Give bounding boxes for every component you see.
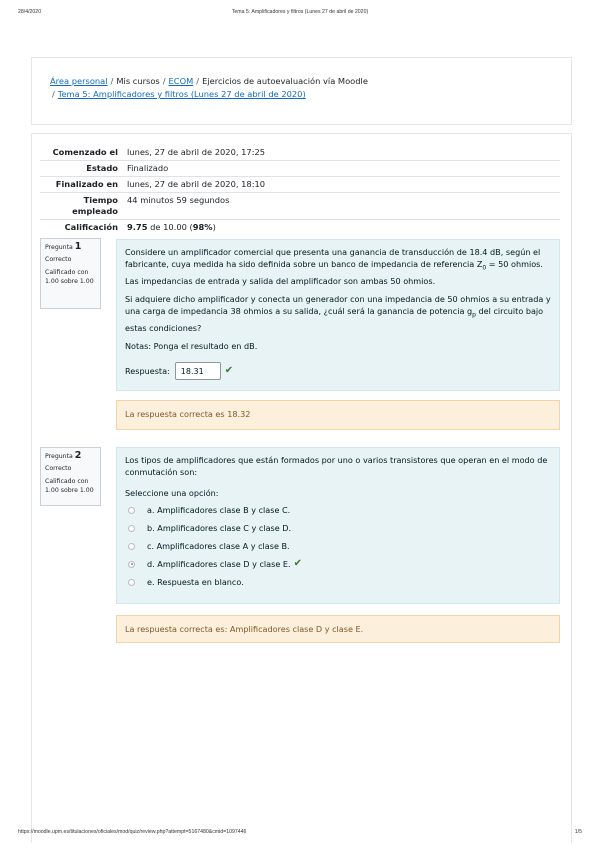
summary-row-started: [40, 145, 560, 160]
option-label: e. Respuesta en blanco.: [147, 577, 244, 588]
option-label: b. Amplificadores clase C y clase D.: [147, 523, 292, 534]
summary-row-state: [40, 160, 560, 176]
feedback-2: [116, 615, 560, 643]
print-header: [0, 9, 600, 19]
feedback-1: [116, 400, 560, 430]
question-state: Correcto: [45, 255, 72, 263]
grade-rest: de 10.00 (: [150, 222, 193, 232]
radio-button[interactable]: [128, 543, 135, 550]
radio-button[interactable]: [128, 579, 135, 586]
option-d[interactable]: [125, 555, 551, 573]
correct-check-icon: ✔: [293, 558, 302, 570]
question-state: Correcto: [45, 464, 72, 472]
summary-value: 44 minutos 59 segundos: [127, 195, 230, 205]
breadcrumb-tema5[interactable]: Tema 5: Amplificadores y filtros (Lunes 27 de abril de 2020): [57, 89, 306, 99]
print-footer: [0, 829, 600, 839]
question-number: 2: [74, 450, 82, 461]
print-date: 28/4/2020: [18, 9, 42, 15]
question-content-2: [116, 447, 560, 604]
summary-value: lunes, 27 de abril de 2020, 18:10: [127, 179, 266, 189]
summary-row-finished: [40, 176, 560, 192]
option-label: a. Amplificadores clase B y clase C.: [147, 505, 291, 516]
attempt-summary-table: [40, 145, 560, 235]
option-b[interactable]: [125, 519, 551, 537]
question-info-2: [40, 447, 101, 506]
option-label: d. Amplificadores clase D y clase E.: [147, 559, 291, 570]
summary-label: Estado: [86, 163, 118, 173]
question-prefix: Pregunta: [45, 453, 73, 460]
question-grade: Calificado con 1.00 sobre 1.00: [45, 478, 94, 494]
summary-row-time: [40, 192, 560, 219]
radio-button[interactable]: [128, 507, 135, 514]
option-a[interactable]: [125, 501, 551, 519]
answer-row: [125, 362, 551, 380]
question-text: Si adquiere dicho amplificador y conecta un generador con una impedancia de 50 ohmios a su entrada y una carga de impedancia 38 ohmios a su salida, ¿cuál será la ganancia de potencia $g_p$ del circuito bajo estas condiciones?: [125, 293, 551, 334]
print-page-number: 1/5: [574, 829, 582, 835]
radio-button[interactable]: [128, 525, 135, 532]
answer-input[interactable]: 18.31: [175, 362, 221, 380]
correct-check-icon: ✔: [224, 364, 234, 376]
option-prompt: Seleccione una opción:: [125, 487, 219, 498]
correct-answer-text: La respuesta correcta es: Amplificadores clase D y clase E.: [125, 624, 364, 634]
summary-label: Comenzado el: [52, 147, 118, 157]
question-info-1: [40, 238, 101, 309]
question-number: 1: [74, 241, 82, 252]
correct-answer-text: La respuesta correcta es 18.32: [125, 409, 251, 419]
option-label: c. Amplificadores clase A y clase B.: [147, 541, 290, 552]
grade-percent: 98%: [192, 222, 213, 232]
summary-value: Finalizado: [127, 163, 169, 173]
breadcrumb-separator: /: [162, 76, 166, 86]
breadcrumb-mis-cursos: Mis cursos: [116, 76, 160, 86]
grade-end: ): [212, 222, 216, 232]
answer-label: Respuesta:: [125, 365, 170, 376]
question-text: Considere un amplificador comercial que presenta una ganancia de transducción de 18.4 dB, según el fabricante, cuya medida ha sido definida sobre un banco de impedancia de referencia $Z_0 = 50$ ohmios. Las impedancias de entrada y salida del amplificador son ambas 50 ohmios.: [125, 247, 543, 287]
breadcrumb-card: [31, 57, 572, 125]
breadcrumb-ecom[interactable]: ECOM: [168, 76, 194, 86]
summary-value: lunes, 27 de abril de 2020, 17:25: [127, 147, 266, 157]
breadcrumb-ejercicios: Ejercicios de autoevaluación vía Moodle: [202, 76, 368, 86]
question-text: Los tipos de amplificadores que están formados por uno o varios transistores que operan en el modo de conmutación son:: [125, 455, 548, 478]
question-content-1: [116, 239, 560, 391]
summary-label: Tiempo empleado: [72, 195, 118, 216]
breadcrumb-separator: /: [52, 89, 55, 99]
options-list: [125, 501, 551, 591]
grade-score: 9.75: [127, 222, 148, 232]
breadcrumb-separator: /: [110, 76, 114, 86]
question-prefix: Pregunta: [45, 244, 73, 251]
summary-label: Finalizado en: [55, 179, 118, 189]
print-title: Tema 5: Amplificadores y filtros (Lunes 27 de abril de 2020): [231, 9, 369, 15]
radio-button-selected[interactable]: [128, 561, 135, 568]
summary-value: [122, 220, 220, 235]
option-e[interactable]: [125, 573, 551, 591]
question-note: Notas: Ponga el resultado en dB.: [125, 340, 258, 351]
summary-label: Calificación: [64, 222, 118, 232]
question-grade: Calificado con 1.00 sobre 1.00: [45, 269, 94, 285]
breadcrumb-separator: /: [196, 76, 200, 86]
print-url: https://moodle.upm.es/titulaciones/oficiales/mod/quiz/review.php?attempt=5167480&cmid=1097446: [18, 829, 247, 835]
breadcrumb: [50, 75, 550, 101]
summary-row-grade: [40, 219, 560, 235]
breadcrumb-area-personal[interactable]: Área personal: [50, 76, 108, 86]
option-c[interactable]: [125, 537, 551, 555]
